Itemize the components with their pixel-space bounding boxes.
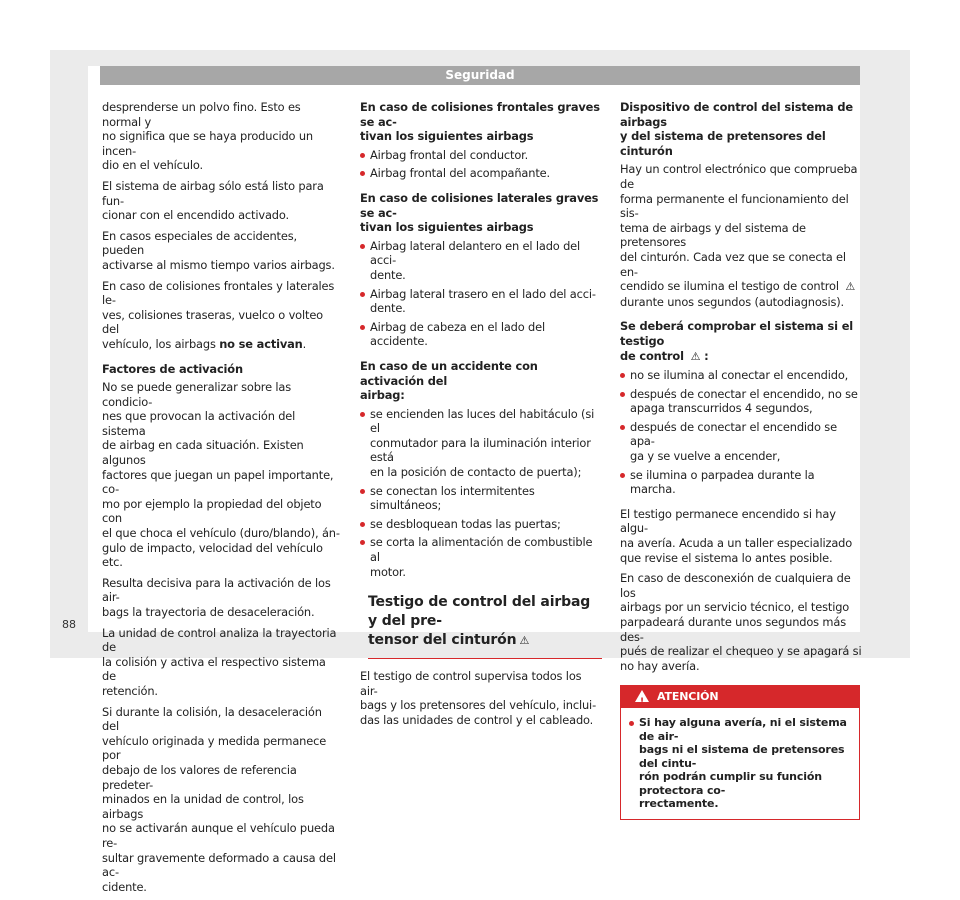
subheading-text: : [700,348,709,363]
page-number: 88 [62,618,76,631]
paragraph: El testigo de control supervisa todos los air- bags y los pretensores del vehículo, inclui- das las unidades de control y el cableado. [360,669,597,727]
section-title [368,593,602,659]
list-item: Airbag de cabeza en el lado del accidente. [360,320,602,349]
subheading-comprobar [620,319,862,364]
list-item: se conectan los intermitentes simultáneos; [360,484,602,513]
section-title-text: Testigo de control del airbag y del pre- tensor del cinturón [368,594,591,649]
warning-body [621,708,859,819]
airbag-warning-icon: ⚠ [845,280,856,294]
list-item: se desbloquean todas las puertas; [360,517,602,532]
bold-text: no se activan [219,336,303,351]
subheading-accidente: En caso de un accidente con activación del airbag: [360,358,538,403]
list-item: Airbag lateral delantero en el lado del acci- dente. [360,239,602,283]
list-item: se encienden las luces del habitáculo (si el conmutador para la iluminación interior está en la posición de contacto de puerta); [360,407,602,480]
paragraph: Si durante la colisión, la desaceleración del vehículo originada y medida permanece por debajo de los valores de referencia predeter- minados en la unidad de control, los airbags no se activarán aunque el vehículo pueda re- sultar gravemente deformado a causa del ac- cidente. [102,704,336,894]
list-item: Airbag frontal del acompañante. [360,166,602,181]
warning-header [621,686,859,708]
paragraph: El testigo permanece encendido si hay algu- na avería. Acuda a un taller especializado que revise el sistema lo antes posible. [620,506,853,565]
paragraph: En caso de desconexión de cualquiera de los airbags por un servicio técnico, el testigo parpadeará durante unos segundos más des- pués de realizar el chequeo y se apagará si no hay avería. [620,571,862,673]
paragraph: No se puede generalizar sobre las condicio- nes que provocan la activación del sistema de airbag en cada situación. Existen algunos factores que juegan un papel importante, co- mo por ejemplo la propiedad del objeto con el que choca el vehículo (duro/blando), án- gulo de impacto, velocidad del vehículo etc. [102,380,340,570]
warning-box [620,685,860,820]
subheading-lateral: En caso de colisiones laterales graves se ac- tivan los siguientes airbags [360,190,599,235]
list-item: Airbag lateral trasero en el lado del acci- dente. [360,287,602,316]
list-item: después de conectar el encendido se apa- ga y se vuelve a encender, [620,420,862,464]
list-item: se ilumina o parpadea durante la marcha. [620,468,862,497]
paragraph-text: En caso de colisiones frontales y laterales le- ves, colisiones traseras, vuelco o volteo del vehículo, los airbags [102,278,335,351]
paragraph-text: durante unos segundos (autodiagnosis). [620,294,845,309]
paragraph [620,162,862,309]
warning-title: ATENCIÓN [657,690,719,704]
page-header: Seguridad [100,66,860,85]
paragraph: Resulta decisiva para la activación de los air- bags la trayectoria de desaceleración. [102,575,331,619]
warning-text: Si hay alguna avería, ni el sistema de air- bags ni el sistema de pretensores del cintu- rón podrán cumplir su función protectora co- rrectamente. [629,716,851,811]
paragraph [102,279,342,352]
column-1 [102,100,342,900]
subheading-text: Se deberá comprobar el sistema si el testigo de control [620,319,854,363]
paragraph-text: Hay un control electrónico que comprueba de forma permanente el funcionamiento del sis- tema de airbags y del sistema de pretensores del cinturón. Cada vez que se conecta el en- cendido se ilumina el testigo de control [620,162,858,294]
list-item: se corta la alimentación de combustible al motor. [360,535,602,579]
paragraph: La unidad de control analiza la trayectoria de la colisión y activa el respectivo sistema de retención. [102,625,337,698]
airbag-warning-icon: ⚠ [690,349,701,363]
paragraph-text: . [302,336,307,351]
subheading-frontal: En caso de colisiones frontales graves se ac- tivan los siguientes airbags [360,100,600,144]
subheading-dispositivo: Dispositivo de control del sistema de airbags y del sistema de pretensores del cinturón [620,100,853,158]
column-3 [620,100,862,820]
airbag-warning-icon: ⚠ [519,634,530,648]
warning-triangle-icon [635,690,649,702]
list-item: Airbag frontal del conductor. [360,148,602,163]
paragraph: El sistema de airbag sólo está listo para fun- cionar con el encendido activado. [102,178,324,223]
paragraph: desprenderse un polvo fino. Esto es normal y no significa que se haya producido un incen- dio en el vehículo. [102,100,313,173]
list-item: después de conectar el encendido, no se apaga transcurridos 4 segundos, [620,387,862,416]
paragraph: En casos especiales de accidentes, pueden activarse al mismo tiempo varios airbags. [102,228,335,272]
column-2 [360,100,602,734]
subheading-factores: Factores de activación [102,361,243,376]
list-item: no se ilumina al conectar el encendido, [620,368,862,383]
